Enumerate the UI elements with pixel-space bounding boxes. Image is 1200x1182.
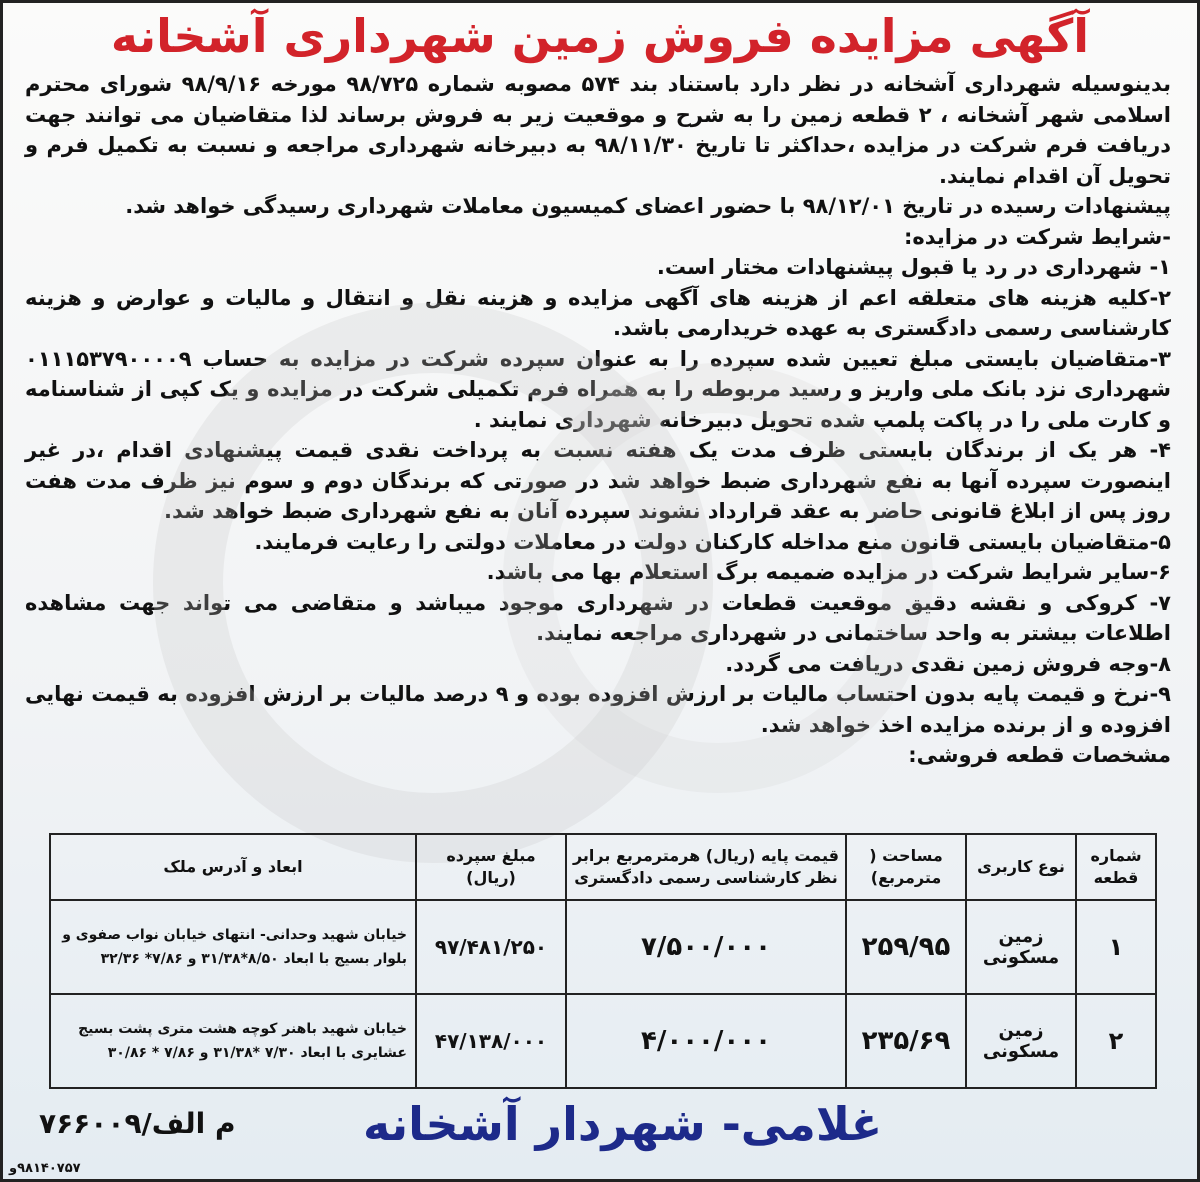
condition-item: ۶-سایر شرایط شرکت در مزایده ضمیمه برگ استعلام بها می باشد. <box>486 560 1171 584</box>
reference-number: م الف/۷۶۶۰۰۹ <box>39 1107 236 1140</box>
cell-usage-type: زمین مسکونی <box>966 900 1076 994</box>
cell-usage-type: زمین مسکونی <box>966 994 1076 1088</box>
cell-parcel-number: ۲ <box>1076 994 1156 1088</box>
signature: غلامی- شهردار آشخانه <box>363 1097 883 1151</box>
col-base-price: قیمت پایه (ریال) هرمترمربع برابر نظر کارشناسی رسمی دادگستری <box>566 834 846 900</box>
col-deposit: مبلغ سپرده (ریال) <box>416 834 566 900</box>
cell-parcel-number: ۱ <box>1076 900 1156 994</box>
cell-base-price: ۴/۰۰۰/۰۰۰ <box>566 994 846 1088</box>
condition-item: ۵-متقاضیان بایستی قانون منع مداخله کارکنان دولت در معاملات دولتی را رعایت فرمایند. <box>254 529 1171 554</box>
cell-deposit: ۴۷/۱۳۸/۰۰۰ <box>416 994 566 1088</box>
intro-paragraph: پیشنهادات رسیده در تاریخ ۹۸/۱۲/۰۱ با حضور اعضای کمیسیون معاملات شهرداری رسیدگی خواهد شد. <box>125 194 1171 218</box>
condition-item: ۷- کروکی و نقشه دقیق موقعیت قطعات در شهرداری موجود میباشد و متقاضی می تواند جهت مشاهده اطلاعات بیشتر به واحد ساختمانی در شهرداری مراجعه نمایند. <box>25 590 1171 645</box>
page-title: آگهی مزایده فروش زمین شهرداری آشخانه <box>110 9 1090 63</box>
cell-base-price: ۷/۵۰۰/۰۰۰ <box>566 900 846 994</box>
condition-item: ۹-نرخ و قیمت پایه بدون احتساب مالیات بر ارزش افزوده بوده و ۹ درصد مالیات بر ارزش افزوده به قیمت نهایی افزوده و از برنده مزایده اخذ خواهد شد. <box>25 682 1171 737</box>
table-row <box>50 994 1156 1088</box>
cell-area: ۲۳۵/۶۹ <box>846 994 966 1088</box>
table-row <box>50 900 1156 994</box>
cell-area: ۲۵۹/۹۵ <box>846 900 966 994</box>
col-address: ابعاد و آدرس ملک <box>50 834 416 900</box>
cell-deposit: ۹۷/۴۸۱/۲۵۰ <box>416 900 566 994</box>
col-usage-type: نوع کاربری <box>966 834 1076 900</box>
intro-paragraph: بدینوسیله شهرداری آشخانه در نظر دارد باستناد بند ۵۷۴ مصوبه شماره ۹۸/۷۲۵ مورخه ۹۸/۹/۱۶ شورای محترم اسلامی شهر آشخانه ، ۲ قطعه زمین را به شرح و موقعیت زیر به فروش برساند لذا متقاضیان می توانند جهت دریافت فرم شرکت در مزایده ،حداکثر تا تاریخ ۹۸/۱۱/۳۰ به دبیرخانه شهرداری مراجعه و نسبت به تکمیل فرم و تحویل آن اقدام نمایند. <box>25 72 1172 188</box>
conditions-header: -شرایط شرکت در مزایده: <box>903 224 1171 249</box>
parcels-table <box>49 833 1157 1089</box>
condition-item: ۳-متقاضیان بایستی مبلغ تعیین شده سپرده را به عنوان سپرده شرکت در مزایده به حساب ۰۱۱۱۵۳۷۹۰۰۰۰۹ شهرداری نزد بانک ملی واریز و رسید مربوطه را به همراه فرم تکمیلی شرکت در مزایده و یک کپی از شناسنامه و کارت ملی را در پاکت پلمپ شده تحویل دبیرخانه شهرداری نمایند . <box>25 346 1171 432</box>
table-header-row <box>50 834 1156 900</box>
col-area: مساحت ( مترمربع) <box>846 834 966 900</box>
cell-address: خیابان شهید باهنر کوچه هشت متری پشت بسیج عشایری با ابعاد ۷/۳۰ *۳۱/۳۸ و ۷/۸۶ * ۳۰/۸۶ <box>50 994 416 1088</box>
cell-address: خیابان شهید وحدانی- انتهای خیابان نواب صفوی و بلوار بسیج با ابعاد ۸/۵۰*۳۱/۳۸ و ۷/۸۶* ۳۲/۳۶ <box>50 900 416 994</box>
condition-item: ۱- شهرداری در رد یا قبول پیشنهادات مختار است. <box>656 255 1171 279</box>
spec-label: مشخصات قطعه فروشی: <box>908 743 1171 767</box>
col-parcel-number: شماره قطعه <box>1076 834 1156 900</box>
condition-item: ۸-وجه فروش زمین نقدی دریافت می گردد. <box>725 651 1171 676</box>
announcement-body <box>3 69 1197 771</box>
publication-code: ۹۸۱۴۰۷۵۷و <box>9 1161 81 1176</box>
condition-item: ۴- هر یک از برندگان بایستی ظرف مدت یک هفته نسبت به پرداخت نقدی قیمت پیشنهادی اقدام ،در غیر اینصورت سپرده آنها به نفع شهرداری ضبط خواهد شد در صورتی که برندگان دوم و سوم نیز ظرف مدت هفت روز پس از ابلاغ قانونی حاضر به عقد قرارداد نشوند سپرده آنان به نفع شهرداری ضبط خواهد شد. <box>25 438 1171 523</box>
condition-item: ۲-کلیه هزینه های متعلقه اعم از هزینه های آگهی مزایده و هزینه نقل و انتقال و مالیات و عوارض و هزینه کارشناسی رسمی دادگستری به عهده خریدارمی باشد. <box>25 285 1171 340</box>
